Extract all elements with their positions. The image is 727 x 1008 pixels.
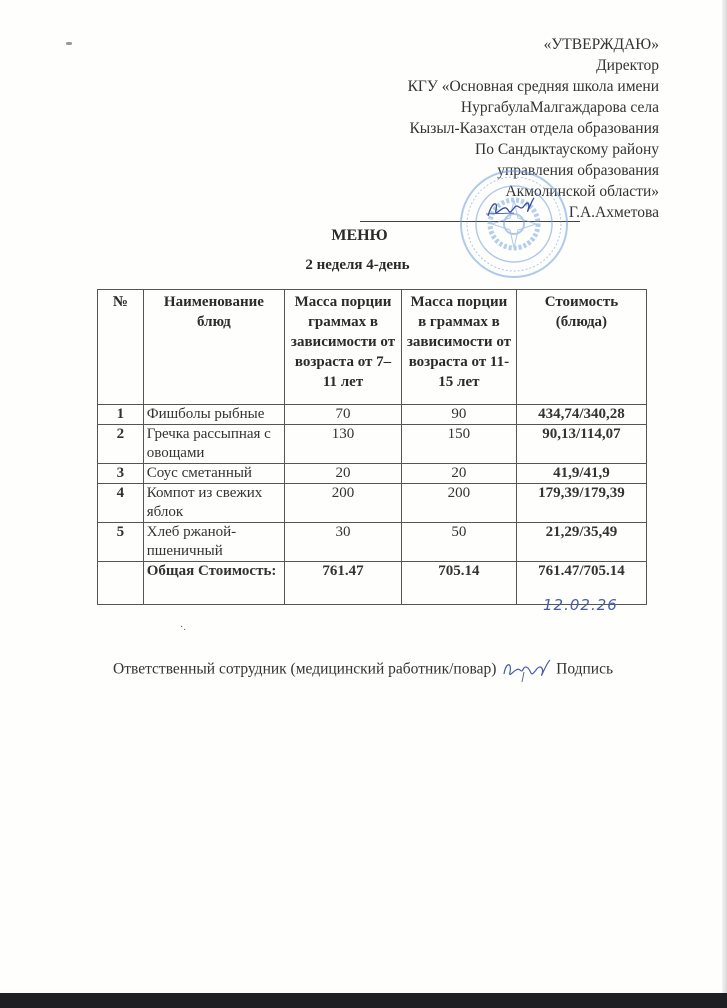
approval-heading: «УТВЕРЖДАЮ» — [543, 36, 659, 53]
mass-7-11: 130 — [285, 425, 402, 464]
mass-11-15: 20 — [401, 464, 516, 484]
mass-7-11: 20 — [285, 464, 402, 484]
table-row — [98, 523, 647, 562]
director-name: Г.А.Ахметова — [568, 204, 659, 221]
dish-cost: 90,13/114,07 — [516, 425, 646, 464]
table-row — [98, 464, 647, 484]
mass-11-15: 200 — [401, 484, 516, 523]
mass-11-15: 90 — [401, 405, 516, 425]
row-number: 5 — [98, 523, 144, 562]
mass-11-15: 150 — [401, 425, 516, 464]
scan-smudge — [66, 42, 72, 45]
dish-name: Компот из свежих яблок — [143, 484, 284, 523]
approval-org-line-6: Акмолинской области» — [505, 183, 659, 200]
mass-7-11: 70 — [285, 405, 402, 425]
dish-name: Соус сметанный — [143, 464, 284, 484]
total-mass-7-11: 761.47 — [285, 562, 402, 605]
total-cost: 761.47/705.14 — [516, 562, 646, 605]
table-row — [98, 405, 647, 425]
row-number: 4 — [98, 484, 144, 523]
header-dish-name: Наименование блюд — [143, 290, 284, 405]
header-number: № — [98, 290, 144, 405]
dish-cost: 41,9/41,9 — [516, 464, 646, 484]
row-number: 3 — [98, 464, 144, 484]
dish-name: Гречка рассыпная с овощами — [143, 425, 284, 464]
dish-cost: 21,29/35,49 — [516, 523, 646, 562]
approval-org-line-1: КГУ «Основная средняя школа имени — [407, 78, 659, 95]
scan-dots: ·. — [180, 622, 186, 633]
total-mass-11-15: 705.14 — [401, 562, 516, 605]
row-number: 1 — [98, 405, 144, 425]
mass-7-11: 200 — [285, 484, 402, 523]
row-number: 2 — [98, 425, 144, 464]
document-subtitle: 2 неделя 4-день — [305, 257, 410, 273]
mass-11-15: 50 — [401, 523, 516, 562]
page-edge — [722, 0, 727, 993]
approval-org-line-4: По Сандыктаускому району — [475, 141, 659, 158]
header-mass-7-11: Масса порции граммах в зависимости от возраста от 7–11 лет — [285, 290, 402, 405]
table-row — [98, 425, 647, 464]
header-cost: Стоимость (блюда) — [516, 290, 646, 405]
responsible-label: Ответственный сотрудник (медицинский работник/повар) — [113, 660, 497, 678]
header-mass-11-15: Масса порции в граммах в зависимости от возраста от 11-15 лет — [401, 290, 516, 405]
dish-name: Фишболы рыбные — [143, 405, 284, 425]
approval-org-line-2: НургабулаМалгаждарова села — [460, 99, 659, 116]
dish-name: Хлеб ржаной-пшеничный — [143, 523, 284, 562]
approval-org-line-5: управления образования — [497, 162, 659, 179]
cook-signature-icon — [500, 658, 552, 682]
document-title: МЕНЮ — [331, 227, 388, 244]
dish-cost: 179,39/179,39 — [516, 484, 646, 523]
scanner-bottom-band — [0, 993, 727, 1008]
handwritten-date: 12.02.26 — [543, 596, 618, 614]
signature-label: Подпись — [556, 660, 614, 678]
total-empty-cell — [98, 562, 144, 605]
dish-cost: 434,74/340,28 — [516, 405, 646, 425]
responsible-footer — [113, 658, 613, 682]
approval-org-line-3: Кызыл-Казахстан отдела образования — [409, 120, 659, 137]
table-row — [98, 484, 647, 523]
total-label: Общая Стоимость: — [143, 562, 284, 605]
approval-position: Директор — [596, 57, 659, 74]
mass-7-11: 30 — [285, 523, 402, 562]
table-header-row — [98, 290, 647, 405]
menu-table — [97, 289, 647, 605]
director-signature-icon — [484, 196, 536, 222]
